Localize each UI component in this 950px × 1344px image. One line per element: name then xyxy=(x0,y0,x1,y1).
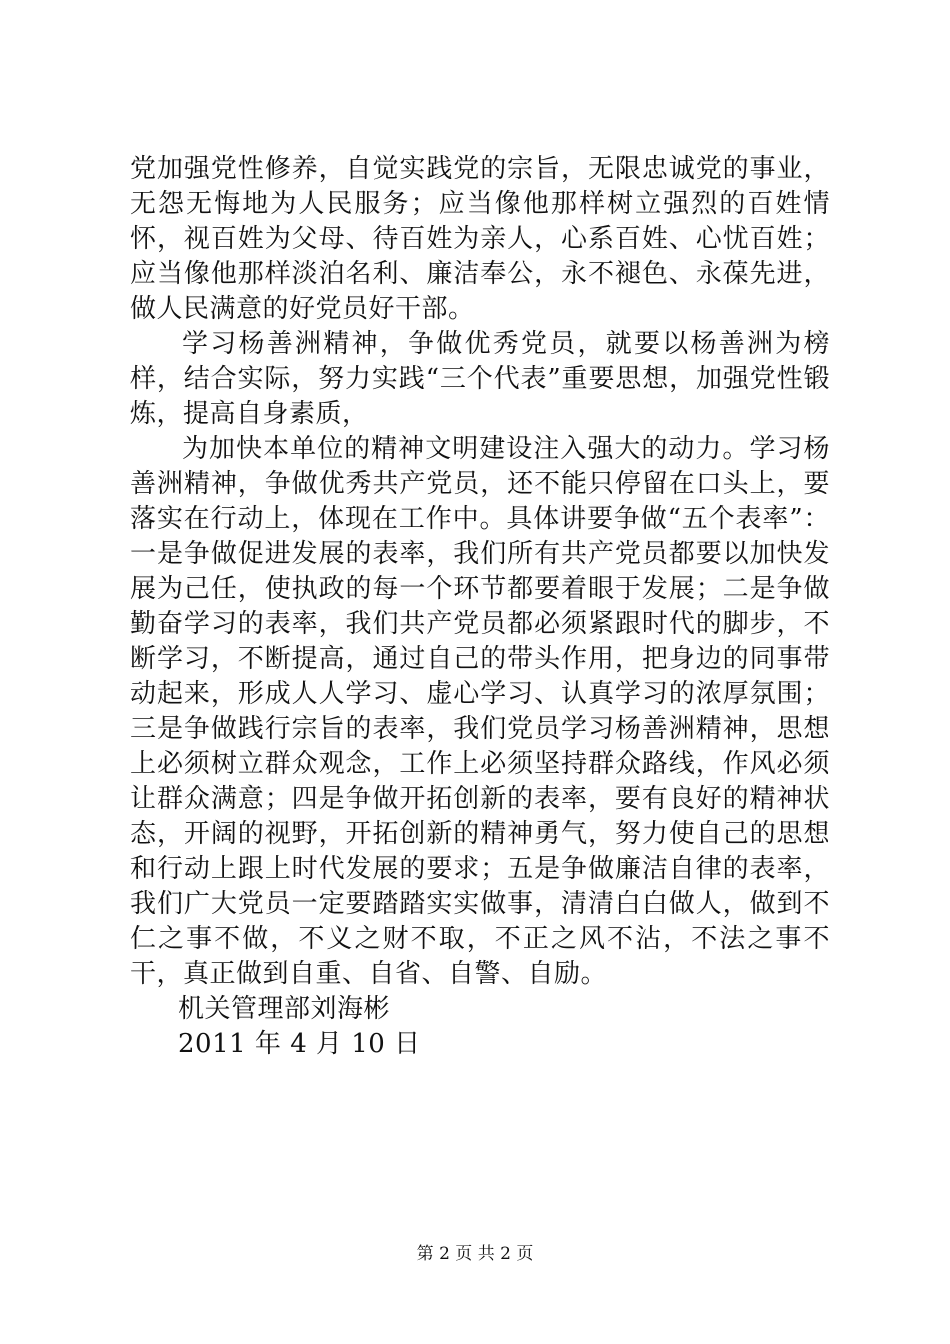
document-body xyxy=(130,152,830,1062)
paragraph-study-spirit: 学习杨善洲精神，争做优秀党员，就要以杨善洲为榜样，结合实际，努力实践“三个代表”重要思想，加强党性锻炼，提高自身素质， xyxy=(130,329,830,429)
signature-author: 机关管理部刘海彬 xyxy=(178,994,391,1024)
signature-date: 2011 年 4 月 10 日 xyxy=(178,1029,421,1059)
paragraph-five-models: 为加快本单位的精神文明建设注入强大的动力。学习杨善洲精神，争做优秀共产党员，还不能只停留在口头上，要落实在行动上，体现在工作中。具体讲要争做“五个表率”：一是争做促进发展的表率，我们所有共产党员都要以加快发展为己任，使执政的每一个环节都要着眼于发展；二是争做勤奋学习的表率，我们共产党员都必须紧跟时代的脚步，不断学习，不断提高，通过自己的带头作用，把身边的同事带动起来，形成人人学习、虚心学习、认真学习的浓厚氛围；三是争做践行宗旨的表率，我们党员学习杨善洲精神，思想上必须树立群众观念，工作上必须坚持群众路线，作风必须让群众满意；四是争做开拓创新的表率，要有良好的精神状态，开阔的视野，开拓创新的精神勇气，努力使自己的思想和行动上跟上时代发展的要求；五是争做廉洁自律的表率，我们广大党员一定要踏踏实实做事，清清白白做人，做到不仁之事不做，不义之财不取，不正之风不沾，不法之事不干，真正做到自重、自省、自警、自励。 xyxy=(130,434,830,989)
page-footer: 第 2 页 共 2 页 xyxy=(416,1244,534,1264)
paragraph-continued: 党加强党性修养，自觉实践党的宗旨，无限忠诚党的事业，无怨无悔地为人民服务；应当像他那样树立强烈的百姓情怀，视百姓为父母、待百姓为亲人，心系百姓、心忧百姓；应当像他那样淡泊名利、廉洁奉公，永不褪色、永葆先进，做人民满意的好党员好干部。 xyxy=(130,154,830,324)
